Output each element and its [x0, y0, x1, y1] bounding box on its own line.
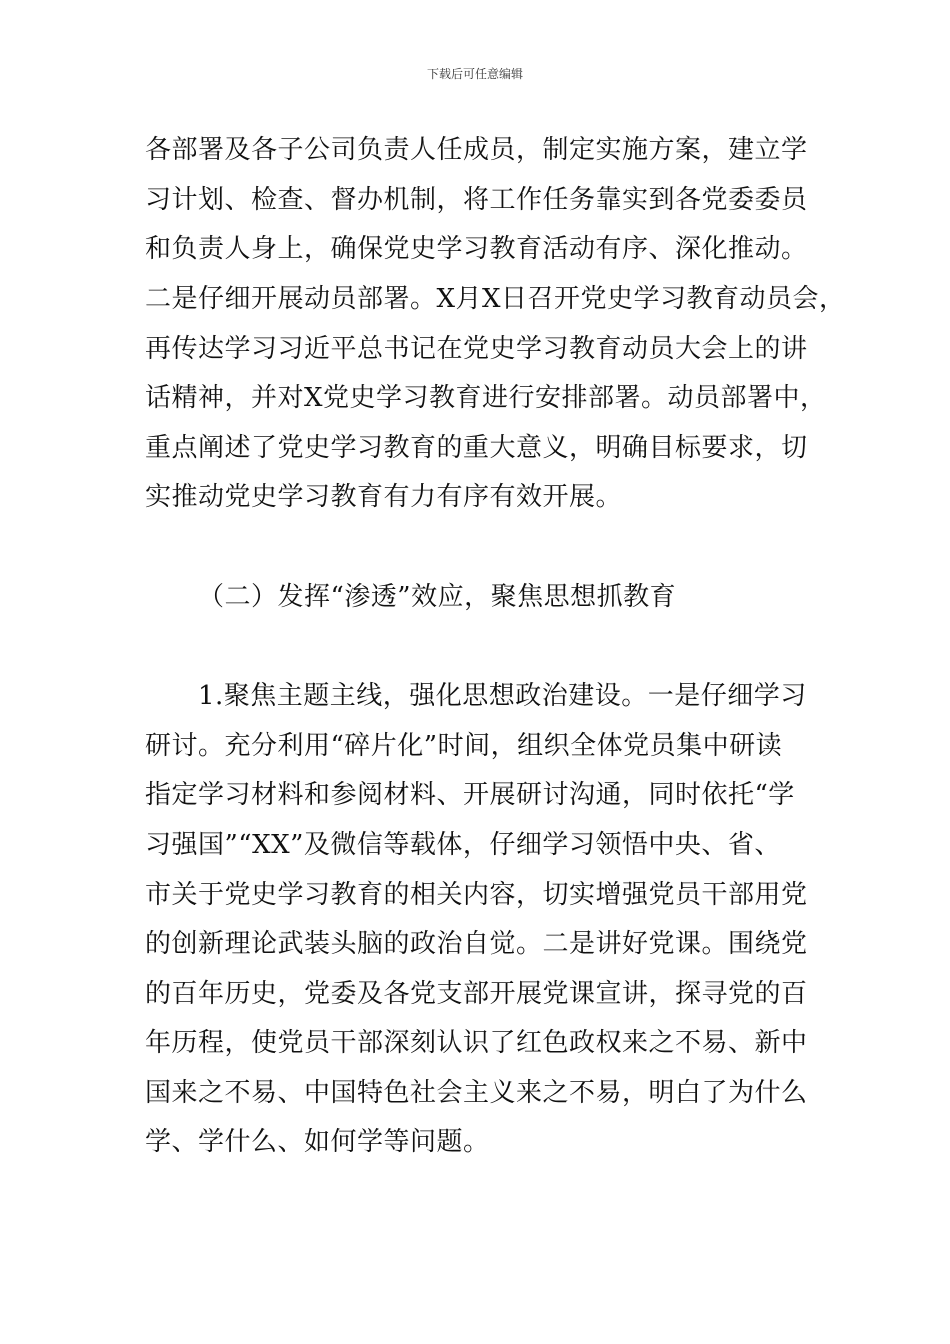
- paragraph-1-line: 二是仔细开展动员部署。X月X日召开党史学习教育动员会，: [145, 284, 846, 314]
- paragraph-1-line: 和负责人身上，确保党史学习教育活动有序、深化推动。: [145, 234, 808, 264]
- paragraph-1-line: 重点阐述了党史学习教育的重大意义，明确目标要求，切: [145, 433, 808, 463]
- paragraph-1-line: 再传达学习习近平总书记在党史学习教育动员大会上的讲: [145, 334, 808, 364]
- paragraph-2-line: 年历程，使党员干部深刻认识了红色政权来之不易、新中: [145, 1028, 808, 1058]
- section-heading: （二）发挥“渗透”效应，聚焦思想抓教育: [198, 582, 677, 612]
- paragraph-2-line: 的创新理论武装头脑的政治自觉。二是讲好党课。围绕党: [145, 929, 808, 959]
- page-header: 下载后可任意编辑: [426, 67, 523, 81]
- paragraph-1-line: 各部署及各子公司负责人任成员，制定实施方案，建立学: [145, 135, 808, 165]
- paragraph-2-line: 国来之不易、中国特色社会主义来之不易，明白了为什么: [145, 1078, 808, 1108]
- paragraph-2-line: 习强国”“XX”及微信等载体，仔细学习领悟中央、省、: [145, 830, 781, 860]
- paragraph-2-line: 市关于党史学习教育的相关内容，切实增强党员干部用党: [145, 880, 808, 910]
- paragraph-1-line: 实推动党史学习教育有力有序有效开展。: [145, 482, 623, 512]
- paragraph-1-line: 话精神，并对X党史学习教育进行安排部署。动员部署中，: [145, 383, 827, 413]
- paragraph-2-line: 指定学习材料和参阅材料、开展研讨沟通，同时依托“学: [145, 780, 795, 810]
- paragraph-2-line: 学、学什么、如何学等问题。: [145, 1127, 490, 1157]
- paragraph-1-line: 习计划、检查、督办机制，将工作任务靠实到各党委委员: [145, 185, 808, 215]
- paragraph-2-line: 研讨。充分利用“碎片化”时间，组织全体党员集中研读: [145, 731, 783, 761]
- paragraph-2-line: 1.聚焦主题主线，强化思想政治建设。一是仔细学习: [198, 681, 807, 711]
- paragraph-2-line: 的百年历史，党委及各党支部开展党课宣讲，探寻党的百: [145, 979, 808, 1009]
